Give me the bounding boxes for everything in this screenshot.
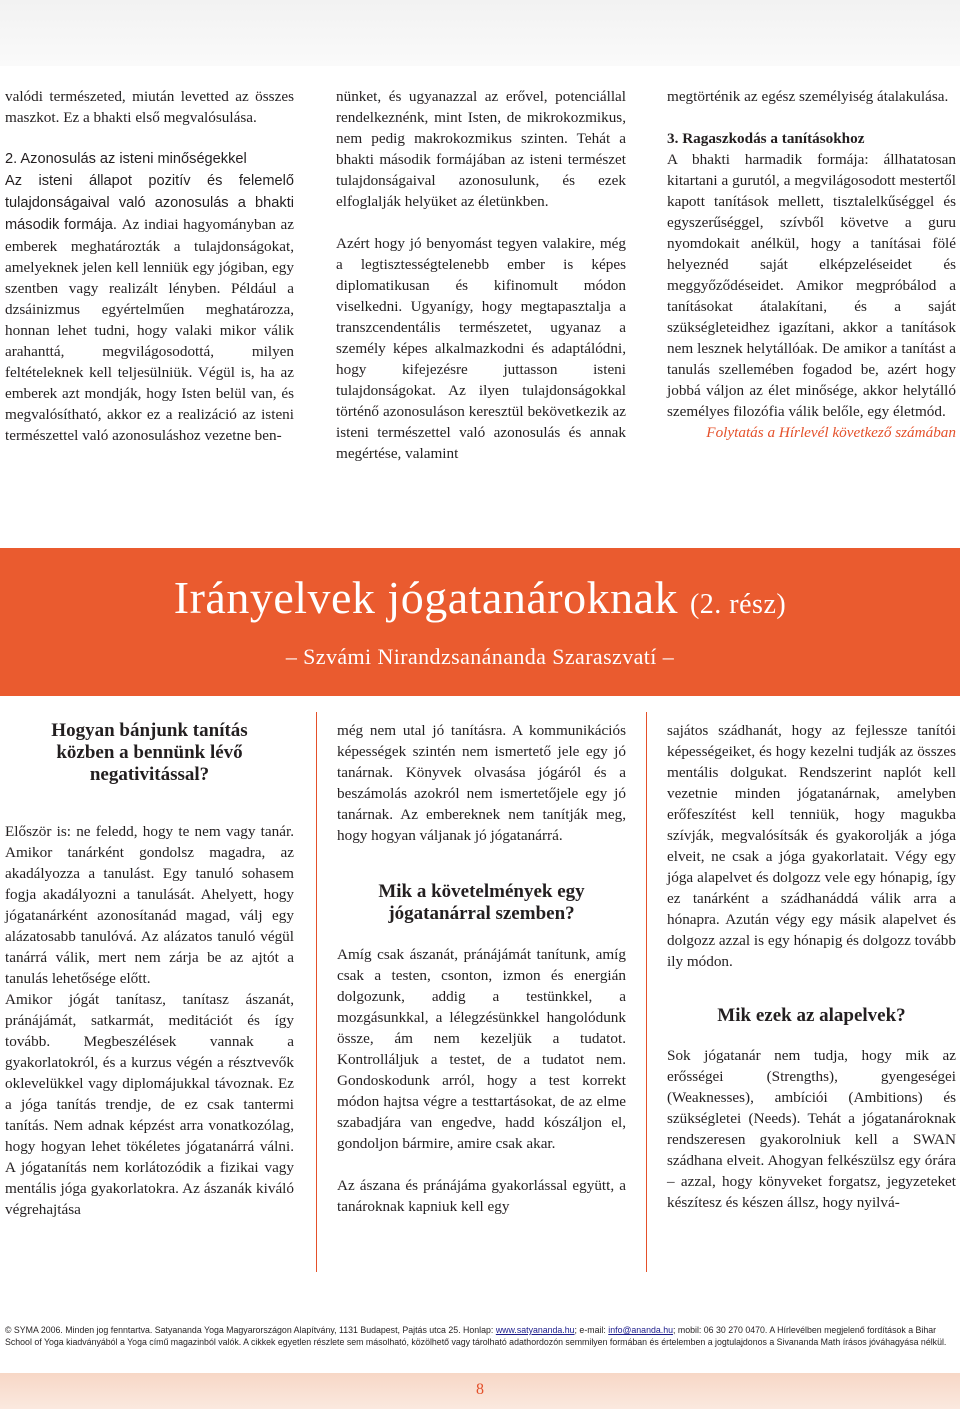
paragraph: Sok jógatanár nem tudja, hogy mik az erősségei (Strengths), gyengeségei (Weaknesses), ambíciói (Ambitions) és szükségletei (Needs). Tehát a jógatanároknak rendszeresen gyakorolniuk kell a SWAN szádhana elveit. Ahogyan felkészülsz egy órára – azzal, hogy könyveket forgatsz, jegyzeteket készítesz és készen állsz, hogy nyilvá- <box>667 1047 956 1211</box>
paragraph-body: Az indiai hagyományban az emberek meghatározták a tulajdonságokat, amelyeknek jelen kell lenniük egy jógiban, egy szentben vagy realizált lényben. Például a dzsáinizmus egyértelműen meghatározza, honnan lehet tudni, hogy valaki mikor válik arahanttá, megvilágosodottá, milyen feltételeknek kell teljesülniük. Végül is, ha az emberek azt mondják, hogy Isten belül van, és megvalósítható, akkor ez a realizáció az isteni természettel való azonosuláshoz vezetne ben- <box>5 216 294 444</box>
paragraph: A bhakti harmadik formája: állhatatosan kitartani a gurutól, a megvilágosodott mestertől kapott tanítások mellett, tisztalelkűséggel és egyszerűséggel, szívből követve a guru nyomdokait anélkül, hogy a tanításai fölé helyeznéd saját elképzeléseidet és meggyőződéseidet. Amikor megpróbálod a tanításokat átalakítani, és a saját szükségleteidhez igazítani, akkor a tanítások nem lesznek helytállóak. De amikor a tanítást a tanulás szellemében fogadod be, azért hogy jobbá váljon az élet minősége, akkor helytálló személyes filozófia válik belőle, egy életmód. <box>667 151 956 420</box>
website-link[interactable]: www.satyananda.hu <box>495 1325 575 1335</box>
article-title-part: (2. rész) <box>689 589 787 620</box>
page-number: 8 <box>476 1381 484 1398</box>
paragraph: Az ászana és pránájáma gyakorlással együtt, a tanároknak kapniuk kell egy <box>337 1177 626 1215</box>
paragraph: sajátos szádhanát, hogy az fejlessze tanítói képességeiket, és hogy kezelni tudják az összes mentális dolgukat. Rendszerint naplót kell vezetnie minden jógatanárnak, amelyben erőfeszítést kell tenniük, hogy magukba szívják, megvalósítsák és gyakorolják a jóga elveit, ne csak a jóga gyakorlatait. Végy egy jóga alapelvet és dolgozz vele egy hónapig, így ez tanárként a szádhanáddá válik arra a hónapra. Azután végy egy másik alapelvet és dolgozz azzal is egy hónapig és dolgozz tovább ily módon. <box>667 722 956 970</box>
article-title-banner <box>0 548 960 696</box>
paragraph: megtörténik az egész személyiség átalakulása. <box>667 88 949 105</box>
paragraph: Először is: ne feledd, hogy te nem vagy tanár. Amikor tanárként gondolsz magadra, az akadályozza a tanulást. Egy tanuló sohasem fogja akadályozni a tanulását. Ahelyett, hogy jógatanárként azonosítanád magad, válj egy alázatosabb tanulóvá. Az alázatos tanuló végül tanárrá válik, mert nem zárja be az ajtót a tanulás lehetősége előtt. <box>5 823 294 987</box>
section-heading: 2. Azonosulás az isteni minőségekkel <box>5 151 247 167</box>
footer-text: © SYMA 2006. Minden jog fenntartva. Satyananda Yoga Magyarországon Alapítvány, 1131 Budapest, Pajtás utca 25. Honlap: <box>5 1325 496 1335</box>
continued-note: Folytatás a Hírlevél következő számában <box>706 424 956 441</box>
article-column-3 <box>667 720 956 1213</box>
section-heading: Hogyan bánjunk tanítás közben a bennünk lévő negativitással? <box>51 720 248 785</box>
article-column-2 <box>337 720 626 1217</box>
paragraph: Azért hogy jó benyomást tegyen valakire, még a legtisztességtelenebb ember is képes diplomatikusan és kifinomult módon viselkedni. Ugyanígy, hogy megtapasztalja a transzcendentális természetet, ugyanaz a személy képes alkalmazkodni és adaptálódni, hogy kifejezésre juttasson isteni tulajdonságokat. Az ilyen tulajdonságokkal történő azonosuláson keresztül bekövetkezik az isteni természettel való azonosulás és annak megértése, valamint <box>336 235 626 462</box>
footer-text: ; e-mail: <box>574 1325 609 1335</box>
article-author: – Szvámi Nirandzsanánanda Szaraszvatí – <box>285 644 675 669</box>
footer-copyright <box>5 1324 955 1348</box>
footer-text: ; mobil: 06 30 270 0470. A Hírlevélben megjelenő fordítások a Bihar School of Yoga kiadványából a Yoga című magazinból valók. A cikkek egyetlen részlete sem másolható, közölhető vagy tárolható adathordozón semmilyen formában és értelemben a jogtulajdonos a Sivananda Math írásos jóváhagyása nélkül. <box>5 1325 947 1347</box>
header-band <box>0 0 960 66</box>
article-title <box>0 570 960 633</box>
section-heading: Mik ezek az alapelvek? <box>717 1005 906 1026</box>
paragraph: még nem utal jó tanításra. A kommunikációs képességek szintén nem ismertető jele egy jó tanárnak. Könyvek olvasása jógáról és a beszámolás azokról nem ismertetőjele egy jó tanárnak. Az embereknek nem tanítják meg, hogy hogyan váljanak jó jógatanárrá. <box>337 722 626 844</box>
paragraph <box>5 170 294 446</box>
paragraph-lead: Az isteni állapot pozitív és felemelő tulajdonságaival való azonosulás a bhakti második formája. <box>5 173 294 233</box>
paragraph: nünket, és ugyanazzal az erővel, potenciállal rendelkeznénk, mint Isten, de mikrokozmikus, nem pedig makrokozmikus szinten. Tehát a bhakti második formájában az isteni természet tulajdonságaival azonosulunk, és ezek elfoglalják helyüket az életünkben. <box>336 88 626 210</box>
column-divider <box>316 712 317 1272</box>
article-column-1 <box>5 86 294 446</box>
section-heading: Mik a követelmények egy jógatanárral szemben? <box>378 881 585 924</box>
column-divider <box>646 712 647 1272</box>
article-column-3 <box>667 86 956 443</box>
section-heading: 3. Ragaszkodás a tanításokhoz <box>667 130 865 147</box>
paragraph: Amíg csak ászanát, pránájámát tanítunk, amíg csak a testen, csonton, izmon és energián dolgozunk, addig a testünkkel, a mozgásunkkal, a lélegzésünkkel hangolódunk össze, ám nem kezeljük a tudatot. Kontrolláljuk a testet, de a tudatot nem. Gondoskodunk arról, hogy a test korrekt módon hajtsa végre a testtartásokat, de az elme szabadjára van engedve, hadd kószáljon el, gondoljon bármire, amire csak akar. <box>337 946 626 1152</box>
paragraph: Amikor jógát tanítasz, tanítasz ászanát, pránájámát, satkarmát, meditációt és így tovább. Megbeszélések vannak a gyakorlatokról, és a kurzus végén a résztvevők oklevelükkel vagy diplomájukkal távoznak. Ez a jóga tanítás trendje, de ez csak tantermi tanítás. Nem adnak képzést arra vonatkozólag, hogy hogyan lehet tökéletes jógatanárrá válni. A jógatanítás nem korlátozódik a fizikai vagy mentális jóga gyakorlatokra. Az ászanák kiváló végrehajtása <box>5 991 294 1218</box>
email-link[interactable]: info@ananda.hu <box>608 1325 673 1335</box>
paragraph: valódi természeted, miután levetted az összes maszkot. Ez a bhakti első megvalósulása. <box>5 88 294 126</box>
article-column-1 <box>5 720 294 1220</box>
article-title-main: Irányelvek jógatanároknak <box>173 572 678 623</box>
article-column-2 <box>336 86 626 464</box>
